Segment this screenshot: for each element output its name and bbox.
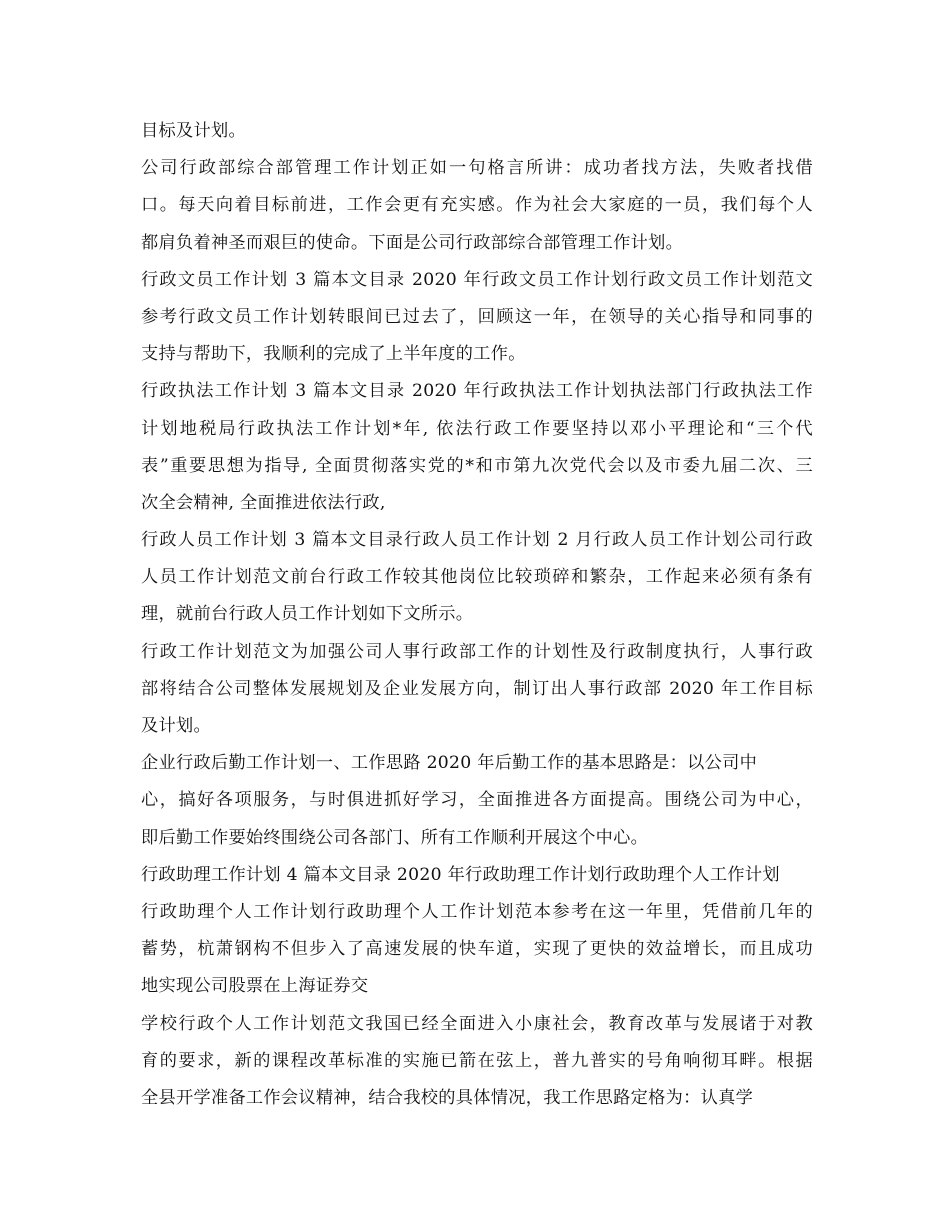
text-line: 企业行政后勤工作计划一、工作思路 2020 年后勤工作的基本思路是：以公司中 <box>141 753 758 774</box>
text-line: 行政助理工作计划 4 篇本文目录 2020 年行政助理工作计划行政助理个人工作计划 <box>141 864 780 885</box>
text-line: 口。每天向着目标前进，工作会更有充实感。作为社会大家庭的一员，我们每个人 <box>141 195 813 216</box>
text-line: 目标及计划。 <box>141 121 246 141</box>
text-line: 地实现公司股票在上海证券交 <box>141 976 369 997</box>
text-line: 次全会精神, 全面推进依法行政, <box>141 492 386 513</box>
text-line: 蓄势，杭萧钢构不但步入了高速发展的快车道，实现了更快的效益增长，而且成功 <box>141 939 813 960</box>
text-line: 全县开学准备工作会议精神，结合我校的具体情况，我工作思路定格为：认真学 <box>141 1087 754 1108</box>
text-line: 行政文员工作计划 3 篇本文目录 2020 年行政文员工作计划行政文员工作计划范文 <box>141 269 813 290</box>
text-line: 行政人员工作计划 3 篇本文目录行政人员工作计划 2 月行政人员工作计划公司行政 <box>141 530 813 551</box>
text-line: 表”重要思想为指导, 全面贯彻落实党的*和市第九次党代会以及市委九届二次、三 <box>141 455 813 476</box>
document-body <box>141 113 813 1117</box>
text-line: 学校行政个人工作计划范文我国已经全面进入小康社会，教育改革与发展诸于对教 <box>141 1013 813 1034</box>
text-line: 都肩负着神圣而艰巨的使命。下面是公司行政部综合部管理工作计划。 <box>141 232 684 253</box>
text-line: 计划地税局行政执法工作计划*年, 依法行政工作要坚持以邓小平理论和“三个代 <box>141 418 813 439</box>
text-line: 支持与帮助下，我顺利的完成了上半年度的工作。 <box>141 344 526 365</box>
text-line: 行政执法工作计划 3 篇本文目录 2020 年行政执法工作计划执法部门行政执法工作 <box>141 381 813 402</box>
text-line: 理，就前台行政人员工作计划如下文所示。 <box>141 604 474 625</box>
text-line: 心，搞好各项服务，与时俱进抓好学习，全面推进各方面提高。围绕公司为中心， <box>141 790 813 811</box>
text-line: 人员工作计划范文前台行政工作较其他岗位比较琐碎和繁杂，工作起来必须有条有 <box>141 567 813 588</box>
text-line: 行政助理个人工作计划行政助理个人工作计划范本参考在这一年里，凭借前几年的 <box>141 901 813 922</box>
text-line: 部将结合公司整体发展规划及企业发展方向，制订出人事行政部 2020 年工作目标 <box>141 678 813 699</box>
text-line: 即后勤工作要始终围绕公司各部门、所有工作顺利开展这个中心。 <box>141 827 649 848</box>
text-line: 行政工作计划范文为加强公司人事行政部工作的计划性及行政制度执行，人事行政 <box>141 641 813 662</box>
text-line: 公司行政部综合部管理工作计划正如一句格言所讲：成功者找方法，失败者找借 <box>141 158 813 179</box>
text-line: 及计划。 <box>141 716 211 736</box>
text-line: 育的要求，新的课程改革标准的实施已箭在弦上，普九普实的号角响彻耳畔。根据 <box>141 1050 813 1071</box>
text-line: 参考行政文员工作计划转眼间已过去了，回顾这一年，在领导的关心指导和同事的 <box>141 306 813 327</box>
